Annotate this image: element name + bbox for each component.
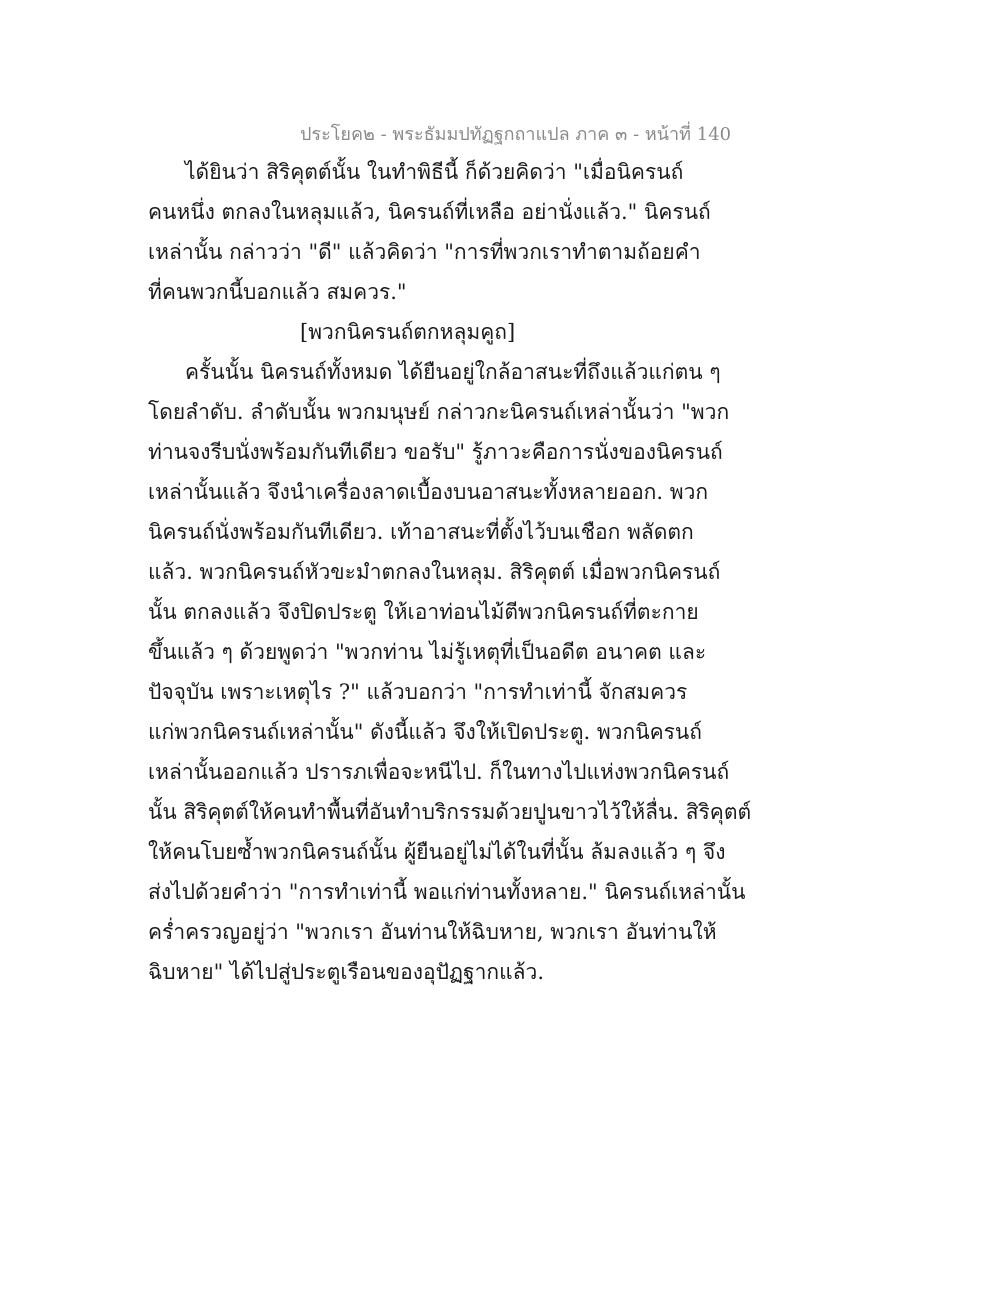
- paragraph2-line-6: แล้ว. พวกนิครนถ์หัวขะมำตกลงในหลุม. สิริคุตต์ เมื่อพวกนิครนถ์: [148, 560, 721, 584]
- paragraph2-line-9: ปัจจุบัน เพราะเหตุไร ?" แล้วบอกว่า "การทำเท่านี้ จักสมควร: [148, 680, 688, 704]
- paragraph2-line-15: คร่ำครวญอยู่ว่า "พวกเรา อันท่านให้ฉิบหาย, พวกเรา อันท่านให้: [148, 920, 717, 944]
- section-heading: [พวกนิครนถ์ตกหลุมคูถ]: [300, 320, 516, 344]
- running-header: ประโยค๒ - พระธัมมปทัฏฐกถาแปล ภาค ๓ - หน้าที่ 140: [300, 124, 732, 145]
- paragraph2-line-10: แก่พวกนิครนถ์เหล่านั้น" ดังนี้แล้ว จึงให้เปิดประตู. พวกนิครนถ์: [148, 720, 702, 744]
- paragraph2-line-3: ท่านจงรีบนั่งพร้อมกันทีเดียว ขอรับ" รู้ภาวะคือการนั่งของนิครนถ์: [148, 440, 723, 464]
- paragraph1-line-1: ได้ยินว่า สิริคุตต์นั้น ในทำพิธีนี้ ก็ด้วยคิดว่า "เมื่อนิครนถ์: [185, 160, 684, 184]
- paragraph1-line-2: คนหนึ่ง ตกลงในหลุมแล้ว, นิครนถ์ที่เหลือ อย่านั่งแล้ว." นิครนถ์: [148, 200, 711, 224]
- paragraph2-line-1: ครั้นนั้น นิครนถ์ทั้งหมด ได้ยืนอยู่ใกล้อาสนะที่ถึงแล้วแก่ตน ๆ: [185, 360, 721, 384]
- paragraph1-line-3: เหล่านั้น กล่าวว่า "ดี" แล้วคิดว่า "การที่พวกเราทำตามถ้อยคำ: [148, 240, 701, 264]
- paragraph2-line-7: นั้น ตกลงแล้ว จึงปิดประตู ให้เอาท่อนไม้ตีพวกนิครนถ์ที่ตะกาย: [148, 600, 699, 624]
- paragraph2-line-2: โดยลำดับ. ลำดับนั้น พวกมนุษย์ กล่าวกะนิครนถ์เหล่านั้นว่า "พวก: [148, 400, 730, 424]
- paragraph2-line-14: ส่งไปด้วยคำว่า "การทำเท่านี้ พอแก่ท่านทั้งหลาย." นิครนถ์เหล่านั้น: [148, 880, 746, 904]
- paragraph1-line-4: ที่คนพวกนี้บอกแล้ว สมควร.": [148, 280, 407, 304]
- paragraph2-line-4: เหล่านั้นแล้ว จึงนำเครื่องลาดเบื้องบนอาสนะทั้งหลายออก. พวก: [148, 480, 709, 504]
- paragraph2-line-16: ฉิบหาย" ได้ไปสู่ประตูเรือนของอุปัฏฐากแล้ว.: [148, 960, 544, 984]
- paragraph2-line-5: นิครนถ์นั่งพร้อมกันทีเดียว. เท้าอาสนะที่ตั้งไว้บนเชือก พลัดตก: [148, 520, 694, 544]
- paragraph2-line-13: ให้คนโบยซ้ำพวกนิครนถ์นั้น ผู้ยืนอยู่ไม่ได้ในที่นั้น ล้มลงแล้ว ๆ จึง: [148, 840, 726, 864]
- paragraph2-line-11: เหล่านั้นออกแล้ว ปรารภเพื่อจะหนีไป. ก็ในทางไปแห่งพวกนิครนถ์: [148, 760, 730, 784]
- paragraph2-line-8: ขึ้นแล้ว ๆ ด้วยพูดว่า "พวกท่าน ไม่รู้เหตุที่เป็นอดีต อนาคต และ: [148, 640, 707, 664]
- paragraph2-line-12: นั้น สิริคุตต์ให้คนทำพื้นที่อันทำบริกรรมด้วยปูนขาวไว้ให้ลื่น. สิริคุตต์: [148, 800, 752, 824]
